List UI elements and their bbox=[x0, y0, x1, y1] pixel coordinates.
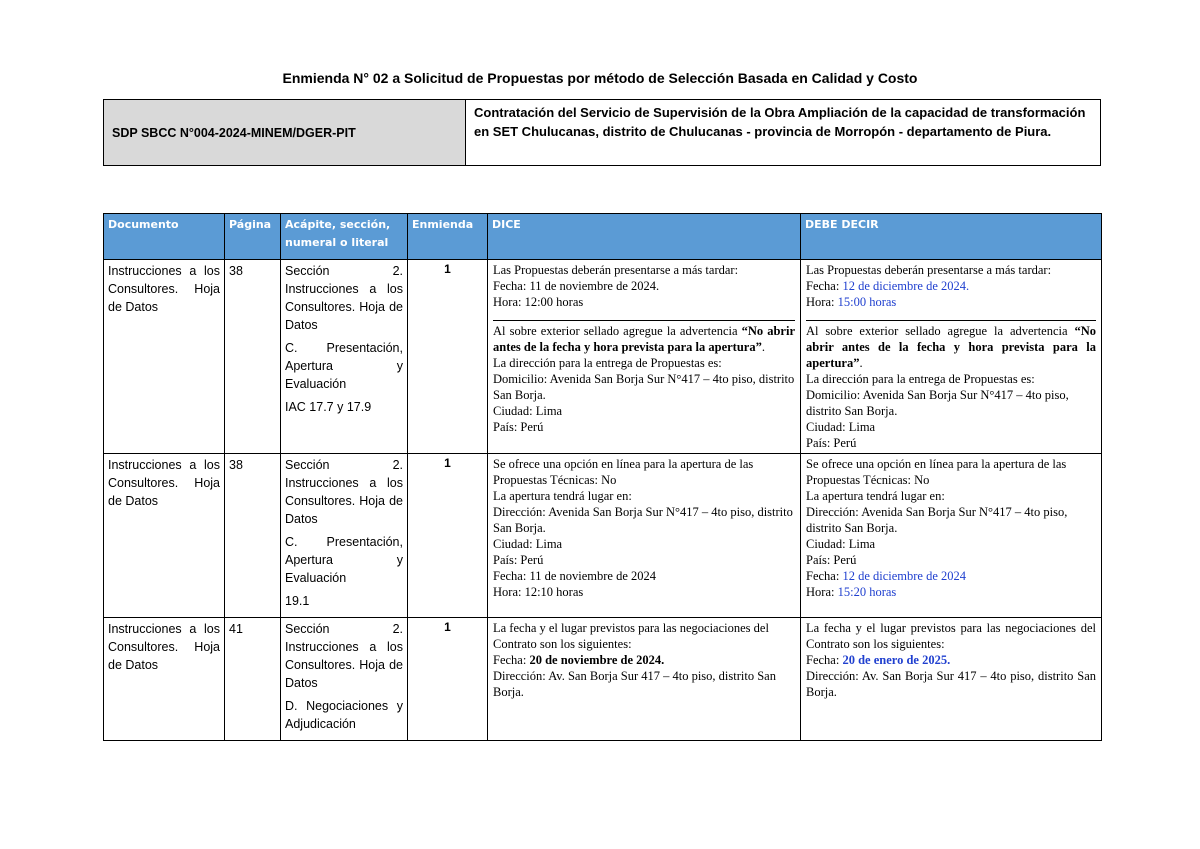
cell-acapite bbox=[281, 618, 408, 741]
header-pagina: Página bbox=[225, 214, 281, 260]
acapite-line: Sección 2. Instrucciones a los Consultores. Hoja de Datos bbox=[285, 622, 403, 690]
debe-line: Dirección: Avenida San Borja Sur N°417 – 4to piso, distrito San Borja. bbox=[806, 505, 1068, 535]
amendment-table bbox=[103, 213, 1102, 741]
dice-line: Dirección: Av. San Borja Sur 417 – 4to piso, distrito San Borja. bbox=[493, 669, 776, 699]
cell-pagina: 41 bbox=[225, 618, 281, 741]
cell-dice bbox=[488, 618, 801, 741]
cell-acapite bbox=[281, 454, 408, 618]
dice-line: La apertura tendrá lugar en: bbox=[493, 489, 632, 503]
dice-line: País: Perú bbox=[493, 553, 544, 567]
dice-line: Hora: 12:10 horas bbox=[493, 585, 584, 599]
hora-value: 15:00 horas bbox=[837, 295, 897, 309]
acapite-line: D. Negociaciones y Adjudicación bbox=[285, 699, 403, 731]
debe-line: Las Propuestas deberán presentarse a más tardar: bbox=[806, 263, 1052, 277]
debe-line: País: Perú bbox=[806, 436, 857, 450]
header-acapite: Acápite, sección, numeral o literal bbox=[281, 214, 408, 260]
adv-text: Al sobre exterior sellado agregue la advertencia bbox=[806, 324, 1075, 338]
dice-line: Ciudad: Lima bbox=[493, 537, 563, 551]
fecha-value: 12 de diciembre de 2024 bbox=[842, 569, 967, 583]
header-dice: DICE bbox=[488, 214, 801, 260]
acapite-line: 19.1 bbox=[285, 594, 310, 608]
dice-line: Dirección: Avenida San Borja Sur N°417 – 4to piso, distrito San Borja. bbox=[493, 505, 793, 535]
adv-bold-text: “No abrir antes de la fecha y hora prevista para la apertura” bbox=[493, 324, 795, 354]
document-title: Enmienda N° 02 a Solicitud de Propuestas por método de Selección Basada en Calidad y Costo bbox=[282, 70, 918, 86]
cell-pagina: 38 bbox=[225, 454, 281, 618]
dice-line: Se ofrece una opción en línea para la apertura de las Propuestas Técnicas: No bbox=[493, 457, 754, 487]
debe-fecha bbox=[806, 278, 1096, 294]
debe-hora bbox=[806, 584, 1096, 600]
adv-end: . bbox=[761, 340, 765, 354]
cell-debe-decir bbox=[801, 260, 1102, 454]
cell-acapite bbox=[281, 260, 408, 454]
hora-label: Hora: bbox=[806, 585, 838, 599]
table-row bbox=[104, 454, 1102, 618]
debe-advertencia bbox=[806, 323, 1096, 371]
cell-documento: Instrucciones a los Consultores. Hoja de Datos bbox=[104, 454, 225, 618]
acapite-line: C. Presentación, Apertura y Evaluación bbox=[285, 341, 403, 391]
fecha-label: Fecha: bbox=[806, 279, 843, 293]
adv-text: Al sobre exterior sellado agregue la advertencia bbox=[493, 324, 742, 338]
debe-hora bbox=[806, 294, 1096, 310]
debe-fecha bbox=[806, 652, 1096, 668]
separator-line bbox=[806, 320, 1096, 321]
debe-line: La apertura tendrá lugar en: bbox=[806, 489, 945, 503]
dice-line: Las Propuestas deberán presentarse a más tardar: bbox=[493, 263, 739, 277]
debe-line: La dirección para la entrega de Propuestas es: bbox=[806, 372, 1035, 386]
cell-documento: Instrucciones a los Consultores. Hoja de Datos bbox=[104, 618, 225, 741]
dice-line: Ciudad: Lima bbox=[493, 404, 563, 418]
dice-line: Domicilio: Avenida San Borja Sur N°417 – 4to piso, distrito San Borja. bbox=[493, 372, 795, 402]
table-row bbox=[104, 618, 1102, 741]
acapite-line: IAC 17.7 y 17.9 bbox=[285, 400, 372, 414]
cell-documento: Instrucciones a los Consultores. Hoja de Datos bbox=[104, 260, 225, 454]
cell-enmienda: 1 bbox=[408, 618, 488, 741]
acapite-line: C. Presentación, Apertura y Evaluación bbox=[285, 535, 403, 585]
fecha-label: Fecha: bbox=[806, 653, 843, 667]
acapite-line: Sección 2. Instrucciones a los Consultores. Hoja de Datos bbox=[285, 458, 403, 526]
table-row bbox=[104, 260, 1102, 454]
fecha-label: Fecha: bbox=[806, 569, 843, 583]
table-header-row bbox=[104, 214, 1102, 260]
cell-pagina: 38 bbox=[225, 260, 281, 454]
sdp-code: SDP SBCC N°004-2024-MINEM/DGER-PIT bbox=[104, 100, 466, 165]
debe-line: Ciudad: Lima bbox=[806, 420, 876, 434]
cell-debe-decir bbox=[801, 618, 1102, 741]
fecha-label: Fecha: bbox=[493, 653, 530, 667]
adv-bold-text: “No abrir antes de la fecha y hora prevista para la apertura” bbox=[806, 324, 1096, 370]
fecha-value: 12 de diciembre de 2024. bbox=[842, 279, 970, 293]
dice-advertencia bbox=[493, 323, 795, 355]
header-debe-decir: DEBE DECIR bbox=[801, 214, 1102, 260]
acapite-line: Sección 2. Instrucciones a los Consultores. Hoja de Datos bbox=[285, 264, 403, 332]
cell-debe-decir bbox=[801, 454, 1102, 618]
debe-line: Ciudad: Lima bbox=[806, 537, 876, 551]
hora-label: Hora: bbox=[806, 295, 838, 309]
debe-line: País: Perú bbox=[806, 553, 857, 567]
debe-fecha bbox=[806, 568, 1096, 584]
header-documento: Documento bbox=[104, 214, 225, 260]
separator-line bbox=[493, 320, 795, 321]
fecha-value: 20 de enero de 2025. bbox=[842, 653, 951, 667]
dice-fecha bbox=[493, 652, 795, 668]
debe-line: Se ofrece una opción en línea para la apertura de las Propuestas Técnicas: No bbox=[806, 457, 1067, 487]
dice-line: Fecha: 11 de noviembre de 2024 bbox=[493, 569, 657, 583]
cell-dice bbox=[488, 454, 801, 618]
cell-enmienda: 1 bbox=[408, 260, 488, 454]
cell-enmienda: 1 bbox=[408, 454, 488, 618]
dice-line: Fecha: 11 de noviembre de 2024. bbox=[493, 279, 660, 293]
dice-line: La dirección para la entrega de Propuestas es: bbox=[493, 356, 722, 370]
sdp-header-box bbox=[103, 99, 1101, 166]
dice-line: Hora: 12:00 horas bbox=[493, 295, 584, 309]
debe-line: Domicilio: Avenida San Borja Sur N°417 – 4to piso, distrito San Borja. bbox=[806, 388, 1069, 418]
cell-dice bbox=[488, 260, 801, 454]
debe-line: Dirección: Av. San Borja Sur 417 – 4to piso, distrito San Borja. bbox=[806, 669, 1096, 699]
dice-line: País: Perú bbox=[493, 420, 544, 434]
sdp-description: Contratación del Servicio de Supervisión de la Obra Ampliación de la capacidad de transformación en SET Chulucanas, distrito de Chulucanas - provincia de Morropón - departamento de Piura. bbox=[474, 105, 1086, 139]
header-enmienda: Enmienda bbox=[408, 214, 488, 260]
dice-line: La fecha y el lugar previstos para las negociaciones del Contrato son los siguientes: bbox=[493, 621, 769, 651]
fecha-value: 20 de noviembre de 2024. bbox=[529, 653, 665, 667]
adv-end: . bbox=[859, 356, 863, 370]
debe-line: La fecha y el lugar previstos para las negociaciones del Contrato son los siguientes: bbox=[806, 621, 1096, 651]
hora-value: 15:20 horas bbox=[837, 585, 897, 599]
